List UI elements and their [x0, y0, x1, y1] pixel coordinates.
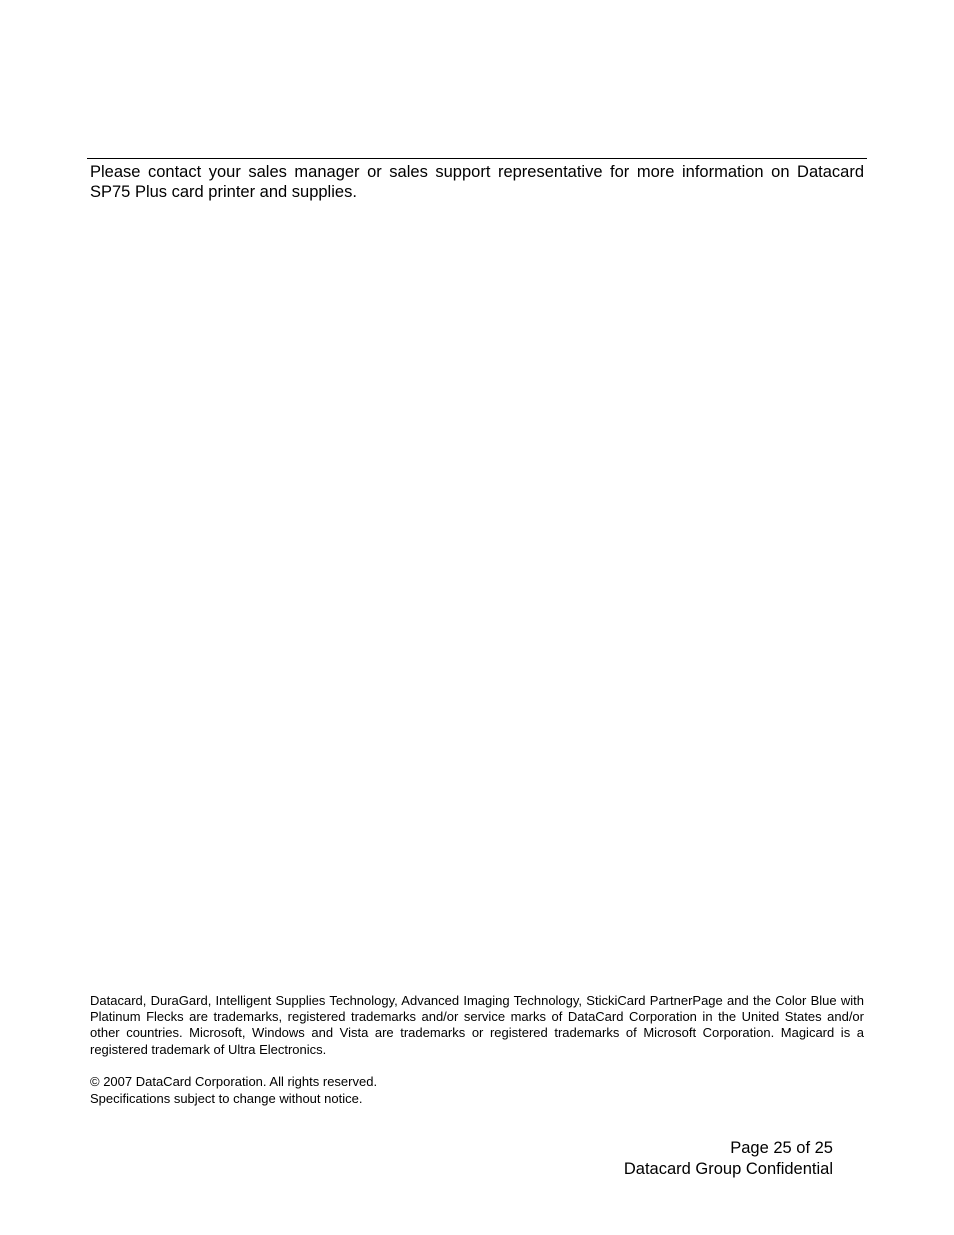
page-footer: [624, 1138, 833, 1179]
copyright-block: [90, 1073, 690, 1107]
copyright-line: © 2007 DataCard Corporation. All rights reserved.: [90, 1074, 378, 1089]
page-number: Page 25 of 25: [730, 1139, 833, 1157]
section-divider: [87, 158, 867, 159]
trademark-notice: Datacard, DuraGard, Intelligent Supplies Technology, Advanced Imaging Technology, StickiCard PartnerPage and the Color Blue with Platinum Flecks are trademarks, registered trademarks and/or service marks of DataCard Corporation in the United States and/or other countries. Microsoft, Windows and Vista are trademarks or registered trademarks of Microsoft Corporation. Magicard is a registered trademark of Ultra Electronics.: [90, 993, 864, 1057]
confidentiality-label: Datacard Group Confidential: [623, 1159, 833, 1178]
contact-paragraph: Please contact your sales manager or sales support representative for more information on Datacard SP75 Plus card printer and supplies.: [90, 163, 864, 201]
specifications-notice: Specifications subject to change without notice.: [90, 1091, 363, 1106]
